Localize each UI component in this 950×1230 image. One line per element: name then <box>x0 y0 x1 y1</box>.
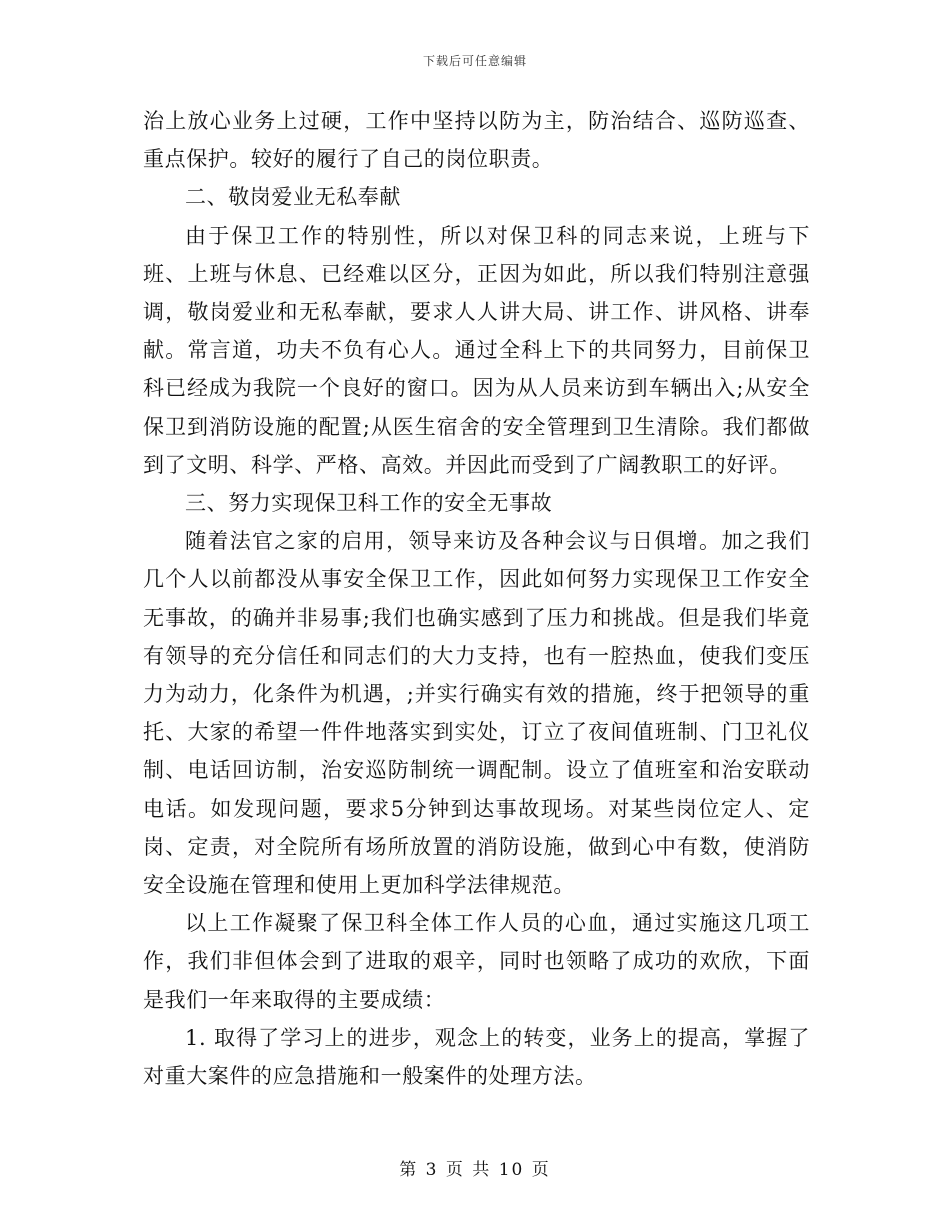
paragraph-continuation: 治上放心业务上过硬，工作中坚持以防为主，防治结合、巡防巡查、重点保护。较好的履行了自己的岗位职责。 <box>143 109 810 172</box>
paragraph: 随着法官之家的启用，领导来访及各种会议与日俱增。加之我们几个人以前都没从事安全保卫工作，因此如何努力实现保卫工作安全无事故，的确并非易事;我们也确实感到了压力和挑战。但是我们毕竟有领导的充分信任和同志们的大力支持，也有一腔热血，使我们变压力为动力，化条件为机遇，;并实行确实有效的措施，终于把领导的重托、大家的希望一件件地落实到实处，订立了夜间值班制、门卫礼仪制、电话回访制，治安巡防制统一调配制。设立了值班室和治安联动电话。如发现问题，要求5分钟到达事故现场。对某些岗位定人、定岗、定责，对全院所有场所放置的消防设施，做到心中有数，使消防安全设施在管理和使用上更加科学法律规范。 <box>143 529 810 898</box>
paragraph: 以上工作凝聚了保卫科全体工作人员的心血，通过实施这几项工作，我们非但体会到了进取的艰辛，同时也领略了成功的欢欣，下面是我们一年来取得的主要成绩： <box>143 911 810 1012</box>
section-heading-3: 三、努力实现保卫科工作的安全无事故 <box>185 491 553 516</box>
list-item: 1. 取得了学习上的进步，观念上的转变，业务上的提高，掌握了对重大案件的应急措施和一般案件的处理方法。 <box>143 1025 810 1089</box>
paragraph: 由于保卫工作的特别性，所以对保卫科的同志来说，上班与下班、上班与休息、已经难以区分，正因为如此，所以我们特别注意强调，敬岗爱业和无私奉献，要求人人讲大局、讲工作、讲风格、讲奉献。常言道，功夫不负有心人。通过全科上下的共同努力，目前保卫科已经成为我院一个良好的窗口。因为从人员来访到车辆出入;从安全保卫到消防设施的配置;从医生宿舍的安全管理到卫生清除。我们都做到了文明、科学、严格、高效。并因此而受到了广阔教职工的好评。 <box>143 223 810 477</box>
section-heading-2: 二、敬岗爱业无私奉献 <box>185 185 401 210</box>
header-note: 下载后可任意编辑 <box>422 54 527 68</box>
body-text <box>143 102 810 1095</box>
page-number: 第 3 页 共 10 页 <box>399 1160 551 1180</box>
